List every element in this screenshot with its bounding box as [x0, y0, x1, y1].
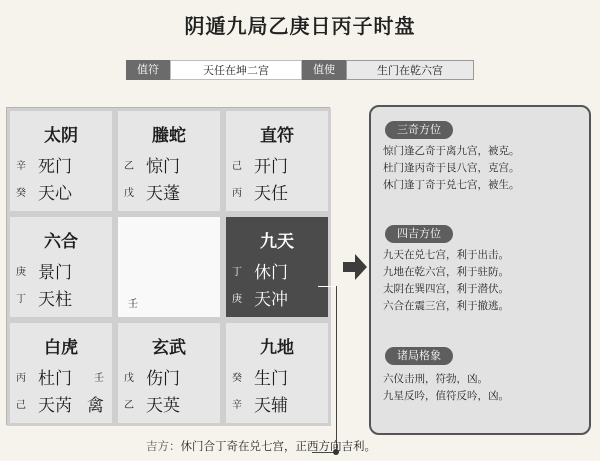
list-item: 休门逢丁奇于兑七宫，被生。 [383, 179, 520, 191]
list-item: 太阴在巽四宫，利于潜伏。 [383, 283, 509, 295]
palace-stem: 丁 [16, 294, 26, 305]
list-item: 惊门逢乙奇于离九宫，被克。 [383, 145, 520, 157]
analysis-panel [369, 105, 591, 435]
section-title-sanqi: 三奇方位 [385, 121, 453, 139]
zhishi-label: 值使 [302, 60, 346, 80]
palace-stem: 己 [232, 161, 242, 172]
nine-palace-grid [6, 107, 330, 425]
palace-god: 太阴 [44, 126, 78, 146]
palace-door: 生门 [254, 369, 288, 389]
palace-star: 天英 [146, 396, 180, 416]
palace-door: 死门 [38, 157, 72, 177]
section-lines-siji [383, 247, 583, 315]
palace-god: 九天 [260, 232, 294, 252]
footer-label: 吉方： [146, 439, 181, 453]
palace-gen-8 [7, 320, 115, 426]
palace-door: 伤门 [146, 369, 180, 389]
palace-god: 九地 [260, 338, 294, 358]
section-lines-geju [383, 371, 583, 405]
palace-qian-6 [223, 320, 331, 426]
palace-star: 天心 [38, 184, 72, 204]
palace-star: 天芮 [38, 396, 72, 416]
palace-stem: 丙 [232, 188, 242, 199]
palace-stem: 癸 [16, 188, 26, 199]
palace-god: 六合 [44, 232, 78, 252]
section-title-siji: 四吉方位 [385, 225, 453, 243]
footer-text: 休门合丁奇在兑七宫，正西方向吉利。 [180, 439, 376, 453]
palace-door: 杜门 [38, 369, 72, 389]
palace-stem: 癸 [232, 373, 242, 384]
list-item: 杜门逢丙奇于艮八宫，克宫。 [383, 162, 520, 174]
palace-god: 玄武 [152, 338, 186, 358]
palace-door: 开门 [254, 157, 288, 177]
palace-extra-stem: 壬 [94, 373, 104, 384]
zhifu-value: 天任在坤二宫 [170, 60, 302, 80]
list-item: 九天在兑七宫，利于出击。 [383, 249, 509, 261]
palace-door: 惊门 [146, 157, 180, 177]
palace-god: 白虎 [44, 338, 78, 358]
connector-line [318, 286, 337, 287]
zhifu-label: 值符 [126, 60, 170, 80]
zhishi-value: 生门在乾六宫 [346, 60, 474, 80]
palace-stem: 乙 [124, 400, 134, 411]
palace-kun-2 [223, 108, 331, 214]
palace-god: 螣蛇 [152, 126, 186, 146]
section-lines-sanqi [383, 143, 583, 194]
palace-star: 天蓬 [146, 184, 180, 204]
palace-stem: 己 [16, 400, 26, 411]
chart-title: 阴遁九局乙庚日丙子时盘 [184, 14, 416, 38]
palace-star: 天柱 [38, 290, 72, 310]
list-item: 九星反吟，值符反吟，凶。 [383, 390, 509, 402]
palace-god: 直符 [260, 126, 294, 146]
palace-li-9 [115, 108, 223, 214]
list-item: 六合在震三宫，利于撤逃。 [383, 300, 509, 312]
palace-stem: 丙 [16, 373, 26, 384]
palace-extra-star: 禽 [87, 396, 104, 416]
palace-door: 景门 [38, 263, 72, 283]
connector-line [336, 286, 343, 452]
palace-door: 休门 [254, 263, 288, 283]
palace-xun-4 [7, 108, 115, 214]
palace-star: 天任 [254, 184, 288, 204]
palace-stem: 乙 [124, 161, 134, 172]
palace-stem: 庚 [16, 267, 26, 278]
arrow-right-icon [343, 254, 367, 280]
palace-star: 天冲 [254, 290, 288, 310]
palace-zhen-3 [7, 214, 115, 320]
palace-stem: 辛 [232, 400, 242, 411]
palace-stem: 丁 [232, 267, 242, 278]
palace-stem: 辛 [16, 161, 26, 172]
palace-dui-7 [223, 214, 331, 320]
auspicious-direction-note [146, 438, 376, 454]
palace-center-stem: 壬 [128, 299, 138, 310]
zhi-bar [126, 60, 474, 80]
palace-stem: 庚 [232, 294, 242, 305]
list-item: 六仪击刑，符勃，凶。 [383, 373, 488, 385]
list-item: 九地在乾六宫，利于驻防。 [383, 266, 509, 278]
palace-star: 天辅 [254, 396, 288, 416]
palace-kan-1 [115, 320, 223, 426]
palace-stem: 戊 [124, 373, 134, 384]
section-title-geju: 诸局格象 [385, 347, 453, 365]
palace-center-5 [115, 214, 223, 320]
palace-stem: 戊 [124, 188, 134, 199]
